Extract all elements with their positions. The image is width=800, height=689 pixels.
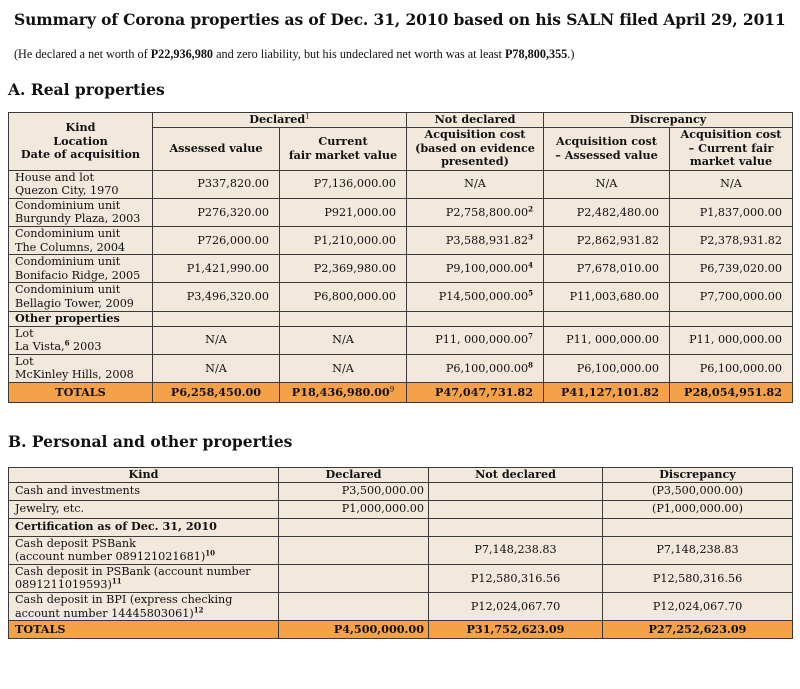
deposit-declared xyxy=(279,564,429,592)
total-discrepancy: P27,252,623.09 xyxy=(603,621,793,639)
cell-text: P11, 000,000.00 xyxy=(435,333,529,347)
empty-cell xyxy=(670,311,793,326)
cell-text: Cash deposit PSBank xyxy=(15,536,136,550)
cell-text: Bellagio Tower, 2009 xyxy=(15,296,134,310)
cell-text: (account number 089121021681) xyxy=(15,550,206,564)
net-worth-summary xyxy=(14,47,574,62)
cell-text: P14,500,000.00 xyxy=(438,290,529,304)
deposit-discrepancy: P12,024,067.70 xyxy=(603,592,793,620)
cell-text: Kind xyxy=(65,119,96,134)
current-fmv: P1,210,000.00 xyxy=(280,226,407,254)
cell-text: Burgundy Plaza, 2003 xyxy=(15,212,141,226)
subtitle-prefix: (He declared a net worth of xyxy=(14,47,151,61)
cell-text: – Assessed value xyxy=(555,147,658,162)
cell-text: Acquisition cost xyxy=(680,127,782,142)
footnote-marker: 12 xyxy=(193,604,204,614)
total-disc-fmv: P28,054,951.82 xyxy=(670,382,793,402)
declared-net-worth: P22,936,980 xyxy=(150,47,214,61)
current-fmv: N/A xyxy=(280,326,407,354)
cell-text: Declared xyxy=(249,112,306,126)
total-fmv xyxy=(280,382,407,402)
discrepancy-fmv: P2,378,931.82 xyxy=(670,226,793,254)
page-title: Summary of Corona properties as of Dec. 31, 2010 based on his SALN filed April 29, 2011 xyxy=(14,10,786,29)
deposit-declared xyxy=(279,592,429,620)
section-b-title: B. Personal and other properties xyxy=(8,432,293,451)
assessed-value: N/A xyxy=(153,326,280,354)
property-kind-location xyxy=(9,354,153,382)
empty-cell xyxy=(407,311,544,326)
property-kind-location xyxy=(9,198,153,226)
footnote-marker: 2 xyxy=(528,203,533,213)
asset-not-declared xyxy=(429,482,603,500)
footnote-marker: 5 xyxy=(528,288,533,298)
acquisition-cost xyxy=(407,255,544,283)
cell-text: P2,758,800.00 xyxy=(445,205,529,219)
cell-text: Cash deposit in BPI (express checking xyxy=(15,592,233,606)
cell-text: (based on evidence xyxy=(415,140,535,155)
empty-cell xyxy=(544,311,670,326)
cell-text: 2003 xyxy=(69,340,102,354)
acquisition-cost xyxy=(407,354,544,382)
cell-text: House and lot xyxy=(15,170,95,184)
asset-kind: Cash and investments xyxy=(9,482,279,500)
cell-text: presented) xyxy=(441,154,509,169)
discrepancy-assessed: N/A xyxy=(544,170,670,198)
cell-text: Location xyxy=(53,133,108,148)
acquisition-cost xyxy=(407,198,544,226)
header-kind: Kind xyxy=(9,468,279,483)
asset-not-declared xyxy=(429,500,603,518)
cell-text: P9,100,000.00 xyxy=(445,261,529,275)
assessed-value: P1,421,990.00 xyxy=(153,255,280,283)
current-fmv: P921,000.00 xyxy=(280,198,407,226)
property-row xyxy=(9,255,793,283)
property-row xyxy=(9,283,793,311)
header-acq-minus-fmv xyxy=(670,127,793,170)
header-not-declared: Not declared xyxy=(429,468,603,483)
current-fmv: P7,136,000.00 xyxy=(280,170,407,198)
header-acq-minus-assessed xyxy=(544,127,670,170)
header-discrepancy: Discrepancy xyxy=(603,468,793,483)
footnote-marker: 7 xyxy=(528,331,533,341)
certification-row xyxy=(9,518,793,536)
other-properties-row xyxy=(9,311,793,326)
deposit-row xyxy=(9,564,793,592)
footnote-marker: 11 xyxy=(111,576,122,586)
header-declared: Declared xyxy=(279,468,429,483)
footnote-marker: 3 xyxy=(528,232,533,242)
deposit-row xyxy=(9,536,793,564)
cell-text: Quezon City, 1970 xyxy=(15,184,119,198)
discrepancy-assessed: P11, 000,000.00 xyxy=(544,326,670,354)
cell-text: Lot xyxy=(15,326,34,340)
subtitle-suffix: .) xyxy=(567,47,575,61)
cell-text: Current xyxy=(318,134,368,148)
empty-cell xyxy=(153,311,280,326)
asset-discrepancy: (P3,500,000.00) xyxy=(603,482,793,500)
total-disc-assessed: P41,127,101.82 xyxy=(544,382,670,402)
footnote-marker: 4 xyxy=(528,260,533,270)
header-acquisition-cost xyxy=(407,127,544,170)
property-row xyxy=(9,226,793,254)
current-fmv: P6,800,000.00 xyxy=(280,283,407,311)
other-properties-label: Other properties xyxy=(9,311,153,326)
assessed-value: P276,320.00 xyxy=(153,198,280,226)
real-properties-table xyxy=(8,112,793,403)
header-kind xyxy=(9,113,153,171)
discrepancy-assessed: P7,678,010.00 xyxy=(544,255,670,283)
cell-text: P18,436,980.00 xyxy=(291,384,390,399)
asset-declared: P3,500,000.00 xyxy=(279,482,429,500)
cell-text: Acquisition cost xyxy=(424,127,526,142)
cell-text: 0891211019593) xyxy=(15,578,112,592)
discrepancy-fmv: P1,837,000.00 xyxy=(670,198,793,226)
totals-label: TOTALS xyxy=(9,382,153,402)
property-kind-location xyxy=(9,326,153,354)
deposit-row xyxy=(9,592,793,620)
deposit-not-declared: P7,148,238.83 xyxy=(429,536,603,564)
cell-text: account number 14445803061) xyxy=(15,606,194,620)
cell-text: Condominium unit xyxy=(15,283,121,297)
discrepancy-assessed: P2,862,931.82 xyxy=(544,226,670,254)
property-kind-location xyxy=(9,283,153,311)
acquisition-cost xyxy=(407,226,544,254)
current-fmv: P2,369,980.00 xyxy=(280,255,407,283)
cell-text: Condominium unit xyxy=(15,255,121,269)
cell-text: Cash deposit in PSBank (account number xyxy=(15,564,251,578)
asset-discrepancy: (P1,000,000.00) xyxy=(603,500,793,518)
section-a-title: A. Real properties xyxy=(8,80,165,99)
discrepancy-assessed: P6,100,000.00 xyxy=(544,354,670,382)
empty-cell xyxy=(429,518,603,536)
empty-cell xyxy=(280,311,407,326)
cell-text: McKinley Hills, 2008 xyxy=(15,368,134,382)
footnote-marker: 8 xyxy=(528,359,533,369)
discrepancy-assessed: P2,482,480.00 xyxy=(544,198,670,226)
assessed-value: P337,820.00 xyxy=(153,170,280,198)
discrepancy-fmv: N/A xyxy=(670,170,793,198)
totals-row xyxy=(9,382,793,402)
total-acquisition: P47,047,731.82 xyxy=(407,382,544,402)
personal-properties-table xyxy=(8,467,793,639)
subtitle-middle: and zero liability, but his undeclared net worth was at least xyxy=(213,47,505,61)
undeclared-net-worth: P78,800,355 xyxy=(504,47,568,61)
cell-text: Date of acquisition xyxy=(20,147,141,162)
discrepancy-fmv: P6,100,000.00 xyxy=(670,354,793,382)
current-fmv: N/A xyxy=(280,354,407,382)
total-declared: P4,500,000.00 xyxy=(279,621,429,639)
total-assessed: P6,258,450.00 xyxy=(153,382,280,402)
acquisition-cost xyxy=(407,283,544,311)
totals-label: TOTALS xyxy=(9,621,279,639)
cell-text: The Columns, 2004 xyxy=(15,240,126,254)
footnote-marker: 1 xyxy=(305,112,310,121)
property-row xyxy=(9,170,793,198)
deposit-description xyxy=(9,592,279,620)
assessed-value: P726,000.00 xyxy=(153,226,280,254)
deposit-not-declared: P12,580,316.56 xyxy=(429,564,603,592)
deposit-declared xyxy=(279,536,429,564)
cell-text: P6,100,000.00 xyxy=(445,361,529,375)
empty-cell xyxy=(279,518,429,536)
deposit-not-declared: P12,024,067.70 xyxy=(429,592,603,620)
acquisition-cost xyxy=(407,326,544,354)
total-not-declared: P31,752,623.09 xyxy=(429,621,603,639)
cell-text: Lot xyxy=(15,354,34,368)
discrepancy-fmv: P11, 000,000.00 xyxy=(670,326,793,354)
footnote-marker: 10 xyxy=(205,548,215,558)
cell-text: Acquisition cost xyxy=(556,134,657,148)
asset-declared: P1,000,000.00 xyxy=(279,500,429,518)
cell-text: fair market value xyxy=(288,147,398,162)
assessed-value: N/A xyxy=(153,354,280,382)
totals-row xyxy=(9,621,793,639)
header-declared-group xyxy=(153,113,407,128)
header-not-declared-group: Not declared xyxy=(407,113,544,128)
cell-text: P3,588,931.82 xyxy=(445,233,529,247)
acquisition-cost xyxy=(407,170,544,198)
cell-text: Condominium unit xyxy=(15,226,121,240)
property-row xyxy=(9,354,793,382)
property-row xyxy=(9,326,793,354)
cell-text: La Vista, xyxy=(15,340,65,354)
cell-text: Condominium unit xyxy=(15,198,121,212)
deposit-discrepancy: P7,148,238.83 xyxy=(603,536,793,564)
footnote-marker: 6 xyxy=(64,338,70,348)
cell-text: N/A xyxy=(464,177,486,191)
deposit-discrepancy: P12,580,316.56 xyxy=(603,564,793,592)
discrepancy-assessed: P11,003,680.00 xyxy=(544,283,670,311)
discrepancy-fmv: P6,739,020.00 xyxy=(670,255,793,283)
header-assessed-value: Assessed value xyxy=(153,127,280,170)
asset-row xyxy=(9,482,793,500)
deposit-description xyxy=(9,536,279,564)
property-kind-location xyxy=(9,170,153,198)
asset-row xyxy=(9,500,793,518)
property-row xyxy=(9,198,793,226)
header-discrepancy-group: Discrepancy xyxy=(544,113,793,128)
empty-cell xyxy=(603,518,793,536)
assessed-value: P3,496,320.00 xyxy=(153,283,280,311)
discrepancy-fmv: P7,700,000.00 xyxy=(670,283,793,311)
asset-kind: Jewelry, etc. xyxy=(9,500,279,518)
cell-text: Bonifacio Ridge, 2005 xyxy=(15,268,141,282)
property-kind-location xyxy=(9,226,153,254)
deposit-description xyxy=(9,564,279,592)
cell-text: market value xyxy=(689,154,773,169)
cell-text: – Current fair xyxy=(688,140,774,155)
footnote-marker: 9 xyxy=(389,384,395,393)
property-kind-location xyxy=(9,255,153,283)
certification-label: Certification as of Dec. 31, 2010 xyxy=(9,518,279,536)
header-current-fmv xyxy=(280,127,407,170)
